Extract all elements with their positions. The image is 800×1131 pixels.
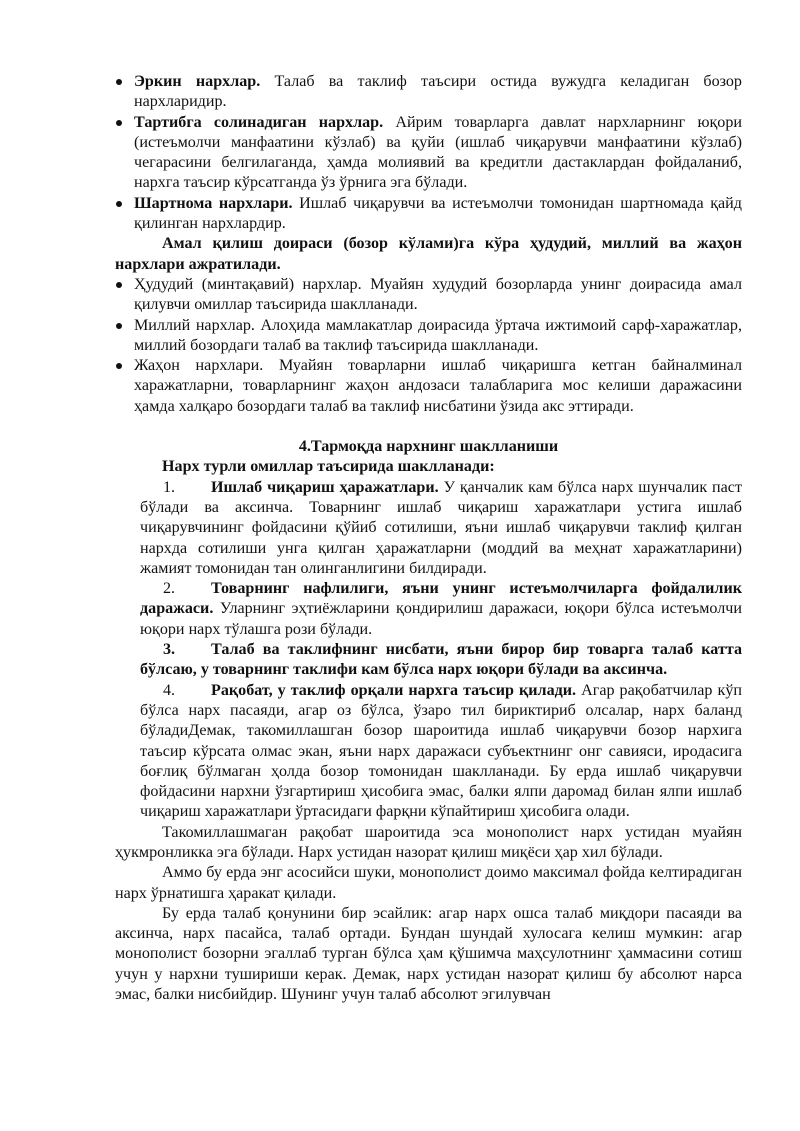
item-term: Ишлаб чиқариш ҳаражатлари. bbox=[211, 478, 439, 496]
bullet-regulated-prices bbox=[115, 113, 742, 194]
item-number: 2. bbox=[163, 580, 176, 598]
bullet-text: Айрим товарларга давлат нархларнинг юқори (истеъмолчи манфаатини кўзлаб) ва қуйи (ишлаб чиқарувчи манфаатини кўзлаб) чегарасини белгилаганда, ҳамда молиявий ва кредитли дастаклардан фойдаланиб, нархга таъсир кўрсатганда ўз ўрнига эга бўлади. bbox=[134, 113, 742, 192]
item-term: Товарнинг нафлилиги, яъни унинг истеъмолчиларга фойдалилик даражаси. bbox=[140, 580, 742, 618]
item-term: Талаб ва таклифнинг нисбати, яъни бирор бир товарга талаб катта бўлсаю, у товарнинг таклифи кам бўлса нарх юқори бўлади ва аксинча. bbox=[140, 641, 742, 679]
spacer bbox=[115, 417, 742, 437]
numbered-item-2 bbox=[115, 579, 742, 640]
bullet-national-prices: Миллий нархлар. Алоҳида мамлакатлар доирасида ўртача ижтимоий сарф-харажатлар, миллий бозордаги талаб ва таклиф таъсирида шаклланади. bbox=[115, 316, 742, 357]
numbered-item-3 bbox=[115, 640, 742, 681]
numbered-item-4 bbox=[115, 681, 742, 823]
paragraph: Бу ерда талаб қонунини бир эсайлик: агар нарх ошса талаб миқдори пасаяди ва аксинча, нарх пасайса, талаб ортади. Бундан шундай хулосага келиш мумкин: агар монополист бозорни эгаллаб турган бўлса ҳам қўшимча маҳсулотнинг ҳаммасини сотиш учун у нархни тушириши керак. Демак, нарх устидан назорат қилиш бу абсолют нарса эмас, балки нисбийдир. Шунинг учун талаб абсолют эгилувчан bbox=[115, 904, 742, 1004]
section-title: 4.Тармоқда нархнинг шаклланиши bbox=[298, 438, 559, 456]
numbered-item-1 bbox=[115, 478, 742, 579]
bullet-regional-prices: Ҳудудий (минтақавий) нархлар. Муайян худудий бозорларда унинг доирасида амал қилувчи омиллар таъсирида шаклланади. bbox=[115, 275, 742, 316]
bullet-term: Шартнома нархлари. bbox=[134, 194, 293, 212]
item-term: Рақобат, у таклиф орқали нархга таъсир қилади. bbox=[211, 681, 577, 699]
bullet-contract-prices bbox=[115, 194, 742, 235]
item-number: 3. bbox=[163, 641, 176, 659]
bullet-text: Талаб ва таклиф таъсири остида вужудга келадиган бозор нархларидир. bbox=[134, 73, 742, 111]
item-text: Уларнинг эҳтиёжларини қондирилиш даражаси, юқори бўлса истеъмолчи юқори нарх тўлашга рози бўлади. bbox=[140, 600, 742, 638]
scope-heading: Амал қилиш доираси (бозор кўлами)га кўра ҳудудий, миллий ва жаҳон нархлари ажратилади. bbox=[115, 235, 742, 273]
item-number: 1. bbox=[163, 478, 176, 496]
bullet-world-prices: Жаҳон нархлари. Муайян товарларни ишлаб чиқаришга кетган байналминал харажатларни, товарларнинг жаҳон андозаси талабларига мос келиши даражасини ҳамда халқаро бозордаги талаб ва таклиф нисбатини ўзида акс эттиради. bbox=[115, 356, 742, 417]
paragraph: Такомиллашмаган рақобат шароитида эса монополист нарх устидан муайян ҳукмронликка эга бўлади. Нарх устидан назорат қилиш миқёси ҳар хил бўлади. bbox=[115, 823, 742, 861]
item-text: Агар рақобатчилар кўп бўлса нарх пасаяди, агар оз бўлса, ўзаро тил бириктириб олсалар, нарх баланд бўладиДемак, такомиллашган бозор шароитида ишлаб чиқарувчи бозор нархига таъсир кўрсата олмас экан, яъни нарх даражаси субъектнинг онг савияси, иродасига боғлиқ бўлмаган ҳолда бозор томонидан шаклланади. Бу ерда ишлаб чиқарувчи фойдасини нархни ўзгартириш ҳисобига эмас, балки ялпи даромад билан ялпи ишлаб чиқариш харажатлари ўртасидаги фарқни кўпайтириш ҳисобига олади. bbox=[140, 681, 742, 821]
section-intro: Нарх турли омиллар таъсирида шаклланади: bbox=[162, 458, 495, 476]
item-number: 4. bbox=[163, 681, 176, 699]
bullet-free-prices bbox=[115, 72, 742, 113]
paragraph: Аммо бу ерда энг асосийси шуки, монополист доимо максимал фойда келтирадиган нарх ўрнатишга ҳаракат қилади. bbox=[115, 864, 742, 902]
bullet-text: Ишлаб чиқарувчи ва истеъмолчи томонидан шартномада қайд қилинган нархлардир. bbox=[134, 194, 742, 233]
item-text: У қанчалик кам бўлса нарх шунчалик паст бўлади ва аксинча. Товарнинг ишлаб чиқариш харажатлари устига ишлаб чиқарувчининг фойдасини қўйиб сотилиши, яъни ишлаб чиқарувчи таклиф қилган нархда сотилиши унга қилган ҳаражатларни (моддий ва меҳнат харажатларини) жамият томонидан тан олинганлигини билдиради. bbox=[140, 478, 742, 577]
bullet-term: Тартибга солинадиган нархлар. bbox=[134, 113, 384, 131]
bullet-term: Эркин нархлар. bbox=[134, 73, 261, 90]
